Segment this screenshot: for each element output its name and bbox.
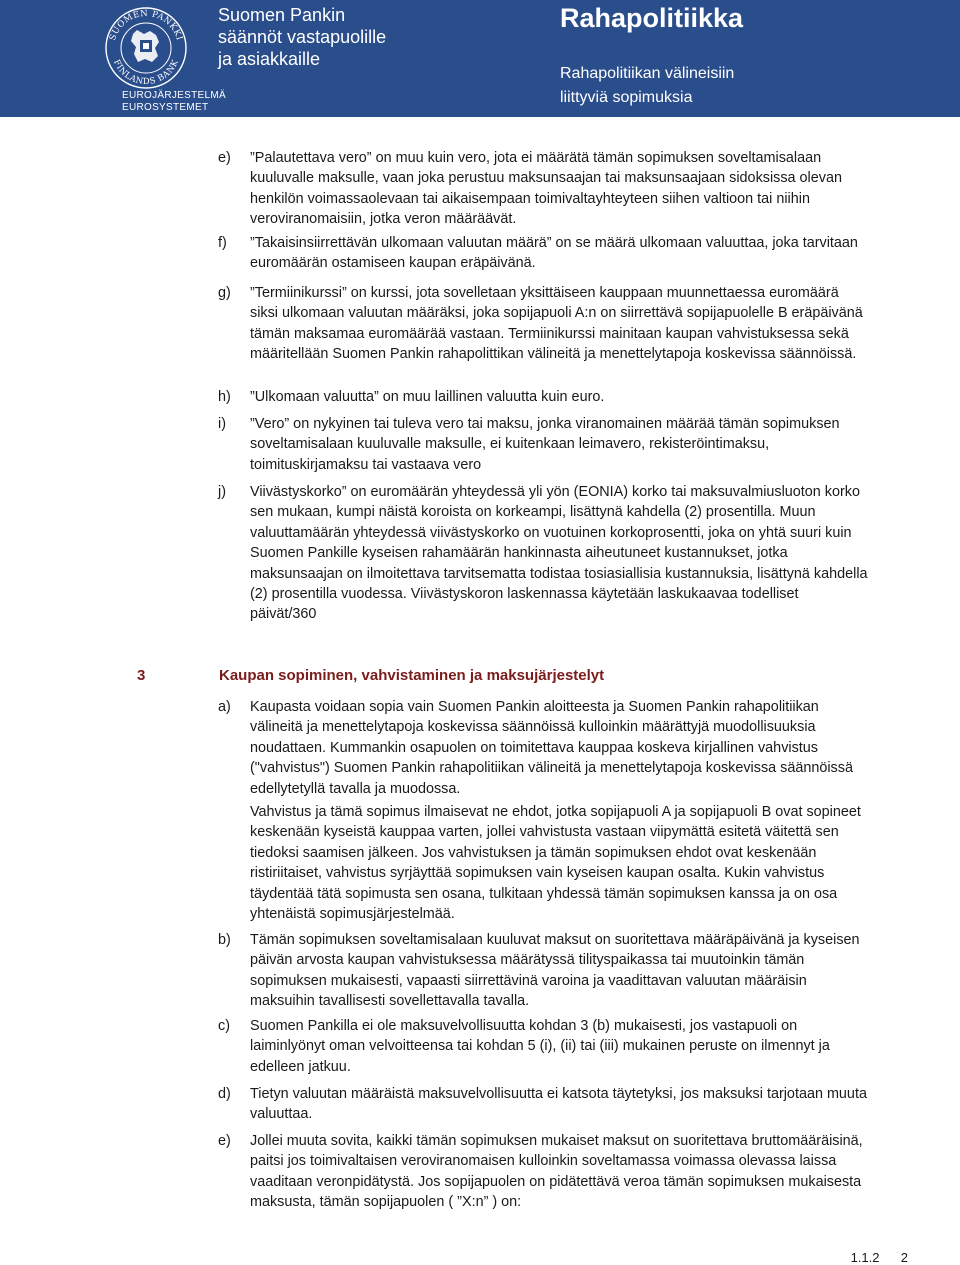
- item-label: h): [218, 389, 231, 405]
- page-title: Rahapolitiikka: [560, 3, 744, 33]
- eurosystem-sv-label: EUROSYSTEMET: [122, 102, 209, 113]
- eurosystem-fi-label: EUROJÄRJESTELMÄ: [122, 90, 226, 101]
- seal-icon: [100, 4, 192, 92]
- section-number: 3: [137, 667, 146, 684]
- rules-label-line: säännöt vastapuolille: [218, 27, 387, 47]
- item-text: ”Termiinikurssi” on kurssi, jota sovelletaan yksittäiseen kauppaan muunnettaessa euromäärä siksi ulkomaan valuutan määräksi, joka sopijapuoli A:n on siirrettävä sopijapuolelle B eräpäivänä tämän maksamaa euromäärää vastaan. Termiinikurssi mainitaan kaupan vahvistuksessa sekä määritellään Suomen Pankin rahapolittikan välineitä ja menettelytapoja koskevissa säännöissä.: [250, 285, 863, 363]
- item-label: c): [218, 1018, 230, 1034]
- item-text: Kaupasta voidaan sopia vain Suomen Pankin aloitteesta ja Suomen Pankin rahapolitiikan välineitä ja menettelytapoja koskevissa säännöissä kulloinkin määrättyjä muodollisuuksia noudattaen. Kummankin osapuolen on toimitettava kauppaa koskeva kirjallinen vahvistus ("vahvistus") Suomen Pankin rahapolitiikan välineitä ja menettelytapoja koskevissa säännöissä edellytetyllä tavalla ja muodossa.: [250, 699, 853, 797]
- item-text: ”Vero” on nykyinen tai tuleva vero tai maksu, jonka viranomainen määrää tämän sopimuksen soveltamisalaan kuuluvalle maksulle, ei kuitenkaan leimavero, rekisteröintimaksu, toimituskirjamaksu tai vastaava vero: [250, 416, 840, 473]
- item-label: e): [218, 150, 231, 166]
- item-label: d): [218, 1086, 231, 1102]
- page-number: 2: [900, 1250, 908, 1265]
- bank-logo: [100, 4, 192, 92]
- document-code: 1.1.2: [850, 1250, 880, 1265]
- rules-label: [218, 4, 386, 70]
- seal-ring-top-text: SUOMEN PANKKI: [107, 8, 185, 42]
- item-text: ”Ulkomaan valuutta” on muu laillinen valuutta kuin euro.: [250, 389, 605, 405]
- seal-ring-bottom-text: FINLANDS BANK: [111, 58, 182, 88]
- item-label: i): [218, 416, 226, 432]
- item-label: j): [218, 484, 226, 500]
- item-label: a): [218, 699, 231, 715]
- item-text: ”Takaisinsiirrettävän ulkomaan valuutan määrä” on se määrä ulkomaan valuuttaa, joka tarvitaan euromäärän ostamiseen kaupan eräpäivänä.: [250, 235, 858, 272]
- item-label: f): [218, 235, 227, 251]
- header-band: [0, 0, 960, 117]
- item-text: Tietyn valuutan määräistä maksuvelvollisuutta ei katsota täytetyksi, jos maksuksi tarjotaan muuta valuuttaa.: [250, 1086, 867, 1123]
- page-subtitle: [560, 62, 734, 110]
- section-title: Kaupan sopiminen, vahvistaminen ja maksujärjestelyt: [219, 667, 605, 684]
- item-text: ”Palautettava vero” on muu kuin vero, jota ei määrätä tämän sopimuksen soveltamisalaan kuuluvalle maksulle, vaan joka perustuu maksunsaajan tai maksunsaajaan sidoksissa olevan henkilön voimassaolevaan tai aikaisempaan toimivaltayhteyteen siihen valtioon tai niihin veroviranomaisiin, jotka veron määräävät.: [250, 150, 842, 228]
- item-text: Viivästyskorko” on euromäärän yhteydessä yli yön (EONIA) korko tai maksuvalmiusluoton korko sen mukaan, kumpi näistä koroista on korkeampi, lisättynä kahdella (2) prosentilla. Muun valuuttamäärän yhteydessä viivästyskorko on vuotuinen korkoprosentti, joka on yhtä suuri kuin Suomen Pankille kyseisen rahamäärän hankinnasta aiheutuneet kustannukset, jotka maksunsaajan on ilmoitettava tarvitsematta todistaa tosiasiallisia kustannuksia, lisättynä kahdella (2) prosentilla vuodessa. Viivästyskoron laskennassa käytetään laskukaavaa todelliset päivät/360: [250, 484, 868, 623]
- item-label: e): [218, 1133, 231, 1149]
- rules-label-line: ja asiakkaille: [218, 49, 321, 69]
- page-subtitle-line: Rahapolitiikan välineisiin: [560, 65, 735, 82]
- item-text: Suomen Pankilla ei ole maksuvelvollisuutta kohdan 3 (b) mukaisesti, jos vastapuoli on laiminlyönyt oman velvoitteensa tai kohdan 5 (i), (ii) tai (iii) mukainen peruste on ilmennyt ja edelleen jatkuu.: [250, 1018, 830, 1075]
- item-text: Jollei muuta sovita, kaikki tämän sopimuksen mukaiset maksut on suoritettava bruttomääräisinä, paitsi jos toimivaltaisen veroviranomaisen kulloinkin soveltamassa voimassa olevassa laissa vaaditaan veronpidätystä. Jos sopijapuolen on pidätettävä veroa tämän sopimuksen mukaisesta maksusta, tämän sopijapuolen ( ”X:n” ) on:: [250, 1133, 863, 1211]
- rules-label-line: Suomen Pankin: [218, 5, 346, 25]
- item-label: b): [218, 932, 231, 948]
- page-subtitle-line: liittyviä sopimuksia: [560, 89, 693, 106]
- item-label: g): [218, 285, 231, 301]
- section-paragraph: Vahvistus ja tämä sopimus ilmaisevat ne ehdot, jotka sopijapuoli A ja sopijapuoli B ovat sopineet keskenään kyseistä kauppaa varten, jollei vahvistusta vastaan viipymättä esitetä väitettä sen tiedoksi saamisen jälkeen. Jos vahvistuksen ja tämän sopimuksen ehdot ovat keskenään ristiriitaiset, vahvistus syrjäyttää sopimuksen vain kyseisen kaupan osalta. Kukin vahvistus täydentää tätä sopimusta sen osana, tulkitaan yhdessä tämän sopimuksen kanssa ja on osa yhtenäistä sopimusjärjestelmää.: [250, 804, 861, 923]
- item-text: Tämän sopimuksen soveltamisalaan kuuluvat maksut on suoritettava määräpäivänä ja kyseisen päivän arvosta kaupan vahvistuksessa määrätyssä tilityspaikassa tai muutoinkin tämän sopimuksen mukaisesti, vapaasti siirrettävinä varoina ja vaadittavan valuutan määräisin maksuihin tavallisesti sovellettavalla tavalla.: [250, 932, 860, 1010]
